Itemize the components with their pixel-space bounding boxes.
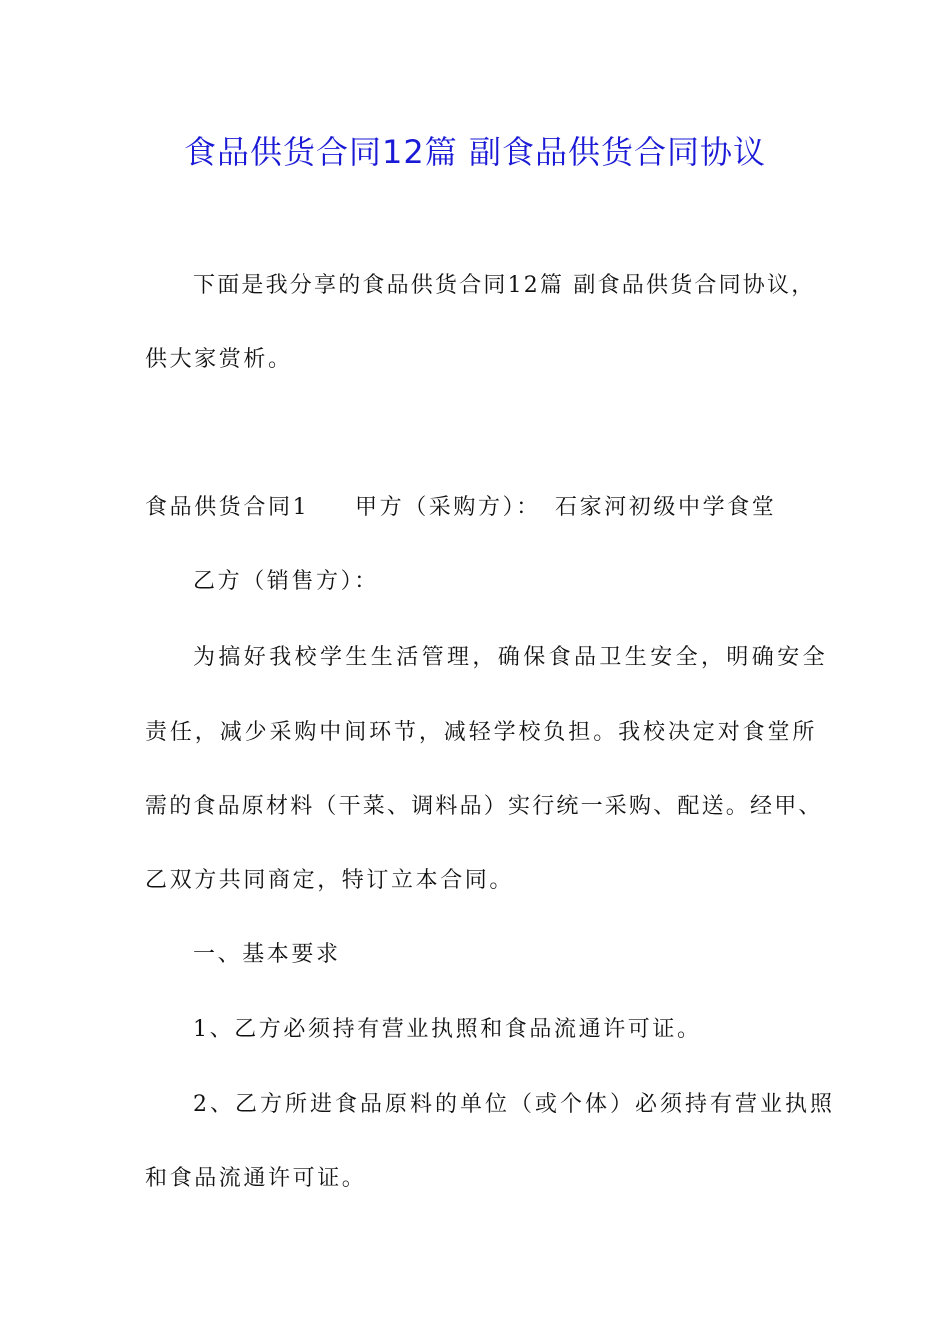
purpose-line-4: 乙双方共同商定，特订立本合同。 (145, 868, 515, 893)
party-a-label: 甲方（采购方）： (355, 495, 541, 520)
purpose-line-1: 为搞好我校学生生活管理，确保食品卫生安全，明确安全 (193, 645, 829, 670)
requirement-2-line-1: 2、乙方所进食品原料的单位（或个体）必须持有营业执照 (193, 1092, 835, 1117)
requirement-1: 1、乙方必须持有营业执照和食品流通许可证。 (193, 1017, 702, 1042)
purpose-line-2: 责任，减少采购中间环节，减轻学校负担。我校决定对食堂所 (145, 720, 818, 745)
document-title: 食品供货合同12篇 副食品供货合同协议 (184, 133, 766, 171)
intro-line-2: 供大家赏析。 (145, 347, 293, 372)
party-a-name: 石家河初级中学食堂 (555, 495, 777, 520)
contract-heading: 食品供货合同1 (145, 495, 310, 520)
party-b-label: 乙方（销售方）： (193, 569, 379, 594)
intro-line-1: 下面是我分享的食品供货合同12篇 副食品供货合同协议， (193, 273, 816, 298)
section-1-heading: 一、基本要求 (193, 942, 341, 967)
requirement-2-line-2: 和食品流通许可证。 (145, 1166, 367, 1191)
purpose-line-3: 需的食品原材料（干菜、调料品）实行统一采购、配送。经甲、 (145, 794, 823, 819)
